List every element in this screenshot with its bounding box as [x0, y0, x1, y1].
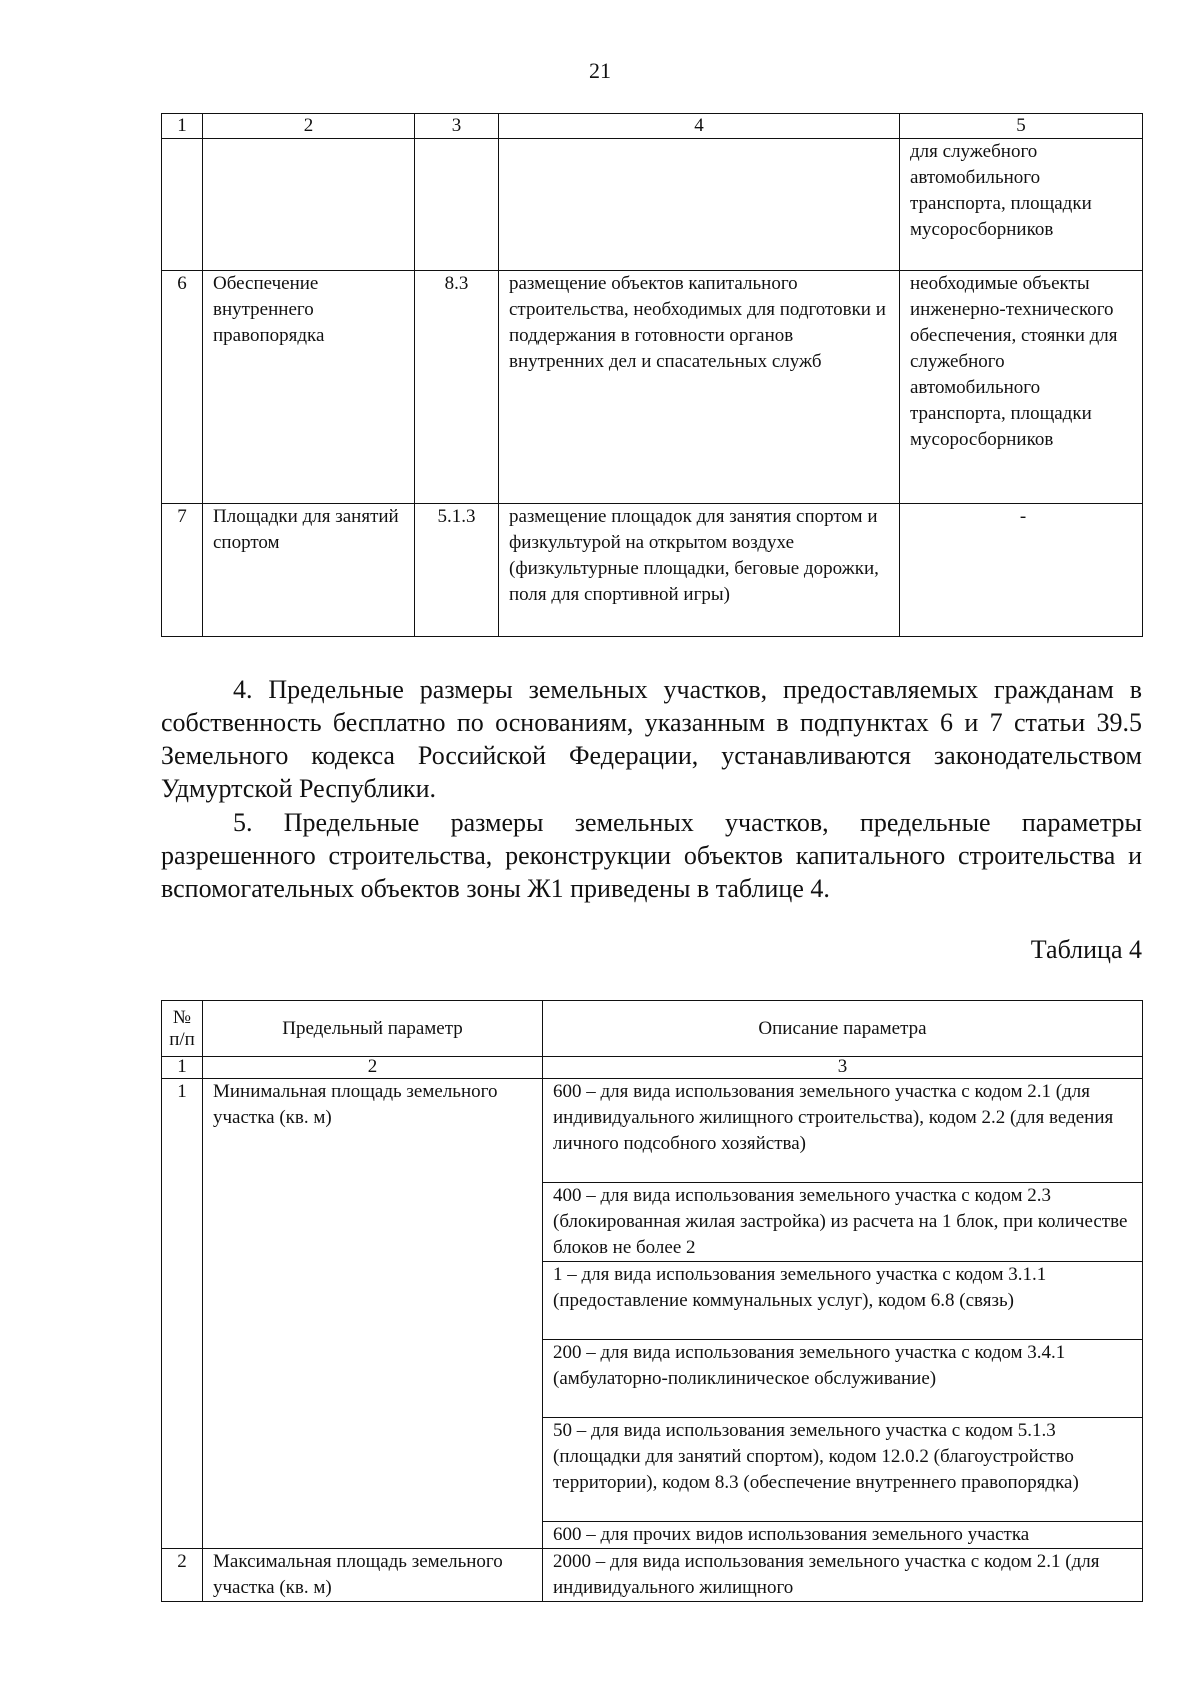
permitted-uses-table: [161, 113, 1143, 637]
column-number: 2: [203, 1057, 543, 1079]
use-description: размещение объектов капитального строительства, необходимых для подготовки и поддержания в готовности органов внутренних дел и спасательных служб: [499, 271, 900, 504]
column-number: 1: [162, 1057, 203, 1079]
auxiliary-objects: -: [900, 504, 1143, 637]
parameter-value: 400 – для вида использования земельного участка с кодом 2.3 (блокированная жилая застройка) из расчета на 1 блок, при количестве блоков не более 2: [543, 1183, 1143, 1262]
column-numbers-row: [162, 1057, 1143, 1079]
parameter-value: 600 – для вида использования земельного участка с кодом 2.1 (для индивидуального жилищного строительства), кодом 2.2 (для ведения личного подсобного хозяйства): [543, 1079, 1143, 1183]
use-name: Обеспечение внутреннего правопорядка: [203, 271, 415, 504]
auxiliary-objects: необходимые объекты инженерно-технического обеспечения, стоянки для служебного автомобильного транспорта, площадки мусоросборников: [900, 271, 1143, 504]
paragraph-text: 5. Предельные размеры земельных участков, предельные параметры разрешенного строительства, реконструкции объектов капитального строительства и вспомогательных объектов зоны Ж1 приведены в таблице 4.: [161, 808, 1142, 903]
use-description: [499, 139, 900, 271]
row-number: 1: [162, 1079, 203, 1549]
paragraph-text: 4. Предельные размеры земельных участков, предоставляемых гражданам в собственность бесплатно по основаниям, указанным в подпунктах 6 и 7 статьи 39.5 Земельного кодекса Российской Федерации, устанавливаются законодательством Удмуртской Республики.: [161, 675, 1142, 803]
parameter-value: 50 – для вида использования земельного участка с кодом 5.1.3 (площадки для занятий спортом), кодом 12.0.2 (благоустройство территории), кодом 8.3 (обеспечение внутреннего правопорядка): [543, 1418, 1143, 1522]
paragraph-4: [161, 673, 1142, 805]
parameter-value: 600 – для прочих видов использования земельного участка: [543, 1522, 1143, 1549]
column-number: 4: [499, 114, 900, 139]
column-number: 3: [543, 1057, 1143, 1079]
parameter-name: Минимальная площадь земельного участка (кв. м): [203, 1079, 543, 1549]
table-row: [162, 1079, 1143, 1183]
parameters-table: [161, 1000, 1143, 1602]
row-number: [162, 139, 203, 271]
table-row: [162, 1549, 1143, 1602]
column-number: 3: [415, 114, 499, 139]
table-row: [162, 271, 1143, 504]
auxiliary-objects: для служебного автомобильного транспорта, площадки мусоросборников: [900, 139, 1143, 271]
column-number: 2: [203, 114, 415, 139]
use-code: [415, 139, 499, 271]
table-row: [162, 139, 1143, 271]
parameter-name: Максимальная площадь земельного участка (кв. м): [203, 1549, 543, 1602]
use-code: 8.3: [415, 271, 499, 504]
table-row: [162, 504, 1143, 637]
use-code: 5.1.3: [415, 504, 499, 637]
table-header-row: [162, 114, 1143, 139]
use-name: [203, 139, 415, 271]
header-parameter: Предельный параметр: [203, 1001, 543, 1057]
use-description: размещение площадок для занятия спортом и физкультурой на открытом воздухе (физкультурные площадки, беговые дорожки, поля для спортивной игры): [499, 504, 900, 637]
page-number: 21: [589, 58, 611, 83]
row-number: 2: [162, 1549, 203, 1602]
parameter-value: 200 – для вида использования земельного участка с кодом 3.4.1 (амбулаторно-поликлиническое обслуживание): [543, 1340, 1143, 1418]
parameter-value: 2000 – для вида использования земельного участка с кодом 2.1 (для индивидуального жилищного: [543, 1549, 1143, 1602]
row-number: 6: [162, 271, 203, 504]
column-number: 5: [900, 114, 1143, 139]
table-title: Таблица 4: [1030, 935, 1142, 964]
parameter-value: 1 – для вида использования земельного участка с кодом 3.1.1 (предоставление коммунальных услуг), кодом 6.8 (связь): [543, 1262, 1143, 1340]
table-header-row: [162, 1001, 1143, 1057]
row-number: 7: [162, 504, 203, 637]
use-name: Площадки для занятий спортом: [203, 504, 415, 637]
paragraph-5: [161, 806, 1142, 905]
column-number: 1: [162, 114, 203, 139]
header-description: Описание параметра: [543, 1001, 1143, 1057]
header-number: № п/п: [162, 1001, 203, 1057]
